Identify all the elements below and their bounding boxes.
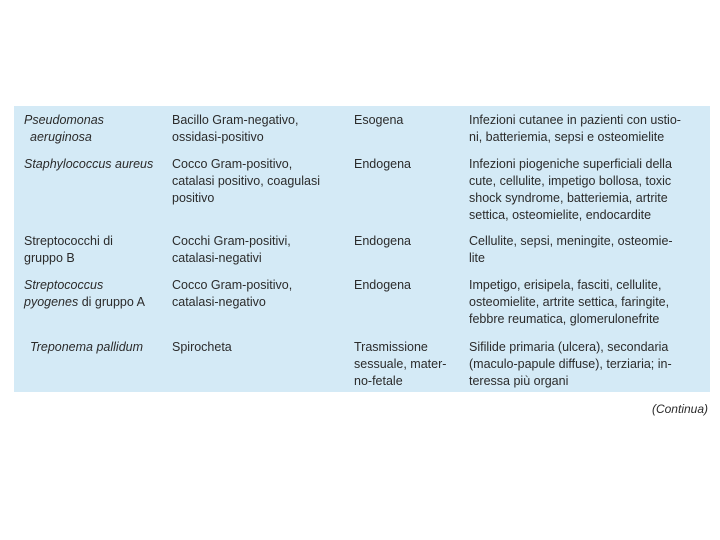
description-line: Bacillo Gram-negativo, — [172, 113, 299, 127]
infections-cell — [469, 156, 672, 224]
infections-cell — [469, 112, 681, 146]
infections-line: osteomielite, artrite settica, faringite, — [469, 295, 670, 309]
origin-line: Esogena — [354, 113, 404, 127]
organism-line: Pseudomonas — [24, 113, 104, 127]
infections-line: ni, batteriemia, sepsi e osteomielite — [469, 130, 665, 144]
infections-line: shock syndrome, batteriemia, artrite — [469, 191, 668, 205]
description-line: ossidasi-positivo — [172, 130, 264, 144]
organism-cell — [24, 277, 145, 311]
infections-line: Cellulite, sepsi, meningite, osteomie- — [469, 234, 673, 248]
description-cell — [172, 156, 320, 207]
infections-line: Impetigo, erisipela, fasciti, cellulite, — [469, 278, 662, 292]
infections-line: Infezioni cutanee in pazienti con ustio- — [469, 113, 681, 127]
origin-line: Trasmissione — [354, 340, 428, 354]
infections-line: settica, osteomielite, endocardite — [469, 208, 652, 222]
origin-cell — [354, 233, 411, 250]
organism-line: aeruginosa — [30, 130, 92, 144]
organism-species: pyogenes — [24, 295, 79, 309]
infections-cell — [469, 339, 672, 390]
infections-line: cute, cellulite, impetigo bollosa, toxic — [469, 174, 672, 188]
description-cell — [172, 233, 291, 267]
organism-line: Streptococchi di — [24, 234, 113, 248]
infections-cell — [469, 233, 673, 267]
organism-line: Staphylococcus aureus — [24, 157, 154, 171]
organism-line: gruppo B — [24, 251, 75, 265]
description-line: catalasi-negativo — [172, 295, 266, 309]
continued-note: (Continua) — [651, 402, 708, 416]
infections-line: (maculo-papule diffuse), terziaria; in- — [469, 357, 672, 371]
description-line: Cocco Gram-positivo, — [172, 278, 293, 292]
infections-line: Infezioni piogeniche superficiali della — [469, 157, 672, 171]
organism-line: Treponema pallidum — [30, 340, 144, 354]
organism-line: Streptococcus — [24, 278, 104, 292]
organism-cell — [24, 112, 104, 146]
description-line: Cocco Gram-positivo, — [172, 157, 293, 171]
origin-cell — [354, 156, 411, 173]
bacteria-table — [14, 106, 710, 392]
organism-cell — [24, 339, 143, 356]
description-line: Cocchi Gram-positivi, — [172, 234, 291, 248]
infections-cell — [469, 277, 669, 328]
description-line: positivo — [172, 191, 215, 205]
organism-group: di gruppo A — [78, 295, 145, 309]
origin-line: Endogena — [354, 278, 412, 292]
description-cell — [172, 112, 298, 146]
infections-line: teressa più organi — [469, 374, 569, 388]
origin-line: Endogena — [354, 157, 412, 171]
organism-cell — [24, 233, 113, 267]
origin-cell — [354, 112, 403, 129]
description-cell — [172, 277, 292, 311]
description-cell — [172, 339, 232, 356]
origin-line: no-fetale — [354, 374, 403, 388]
infections-line: Sifilide primaria (ulcera), secondaria — [469, 340, 669, 354]
origin-cell — [354, 339, 446, 390]
description-line: catalasi positivo, coagulasi — [172, 174, 320, 188]
infections-line: febbre reumatica, glomerulonefrite — [469, 312, 660, 326]
description-line: catalasi-negativi — [172, 251, 262, 265]
origin-cell — [354, 277, 411, 294]
organism-cell — [24, 156, 153, 173]
organism-line — [24, 294, 145, 311]
origin-line: sessuale, mater- — [354, 357, 447, 371]
description-line: Spirocheta — [172, 340, 232, 354]
infections-line: lite — [469, 251, 485, 265]
origin-line: Endogena — [354, 234, 412, 248]
